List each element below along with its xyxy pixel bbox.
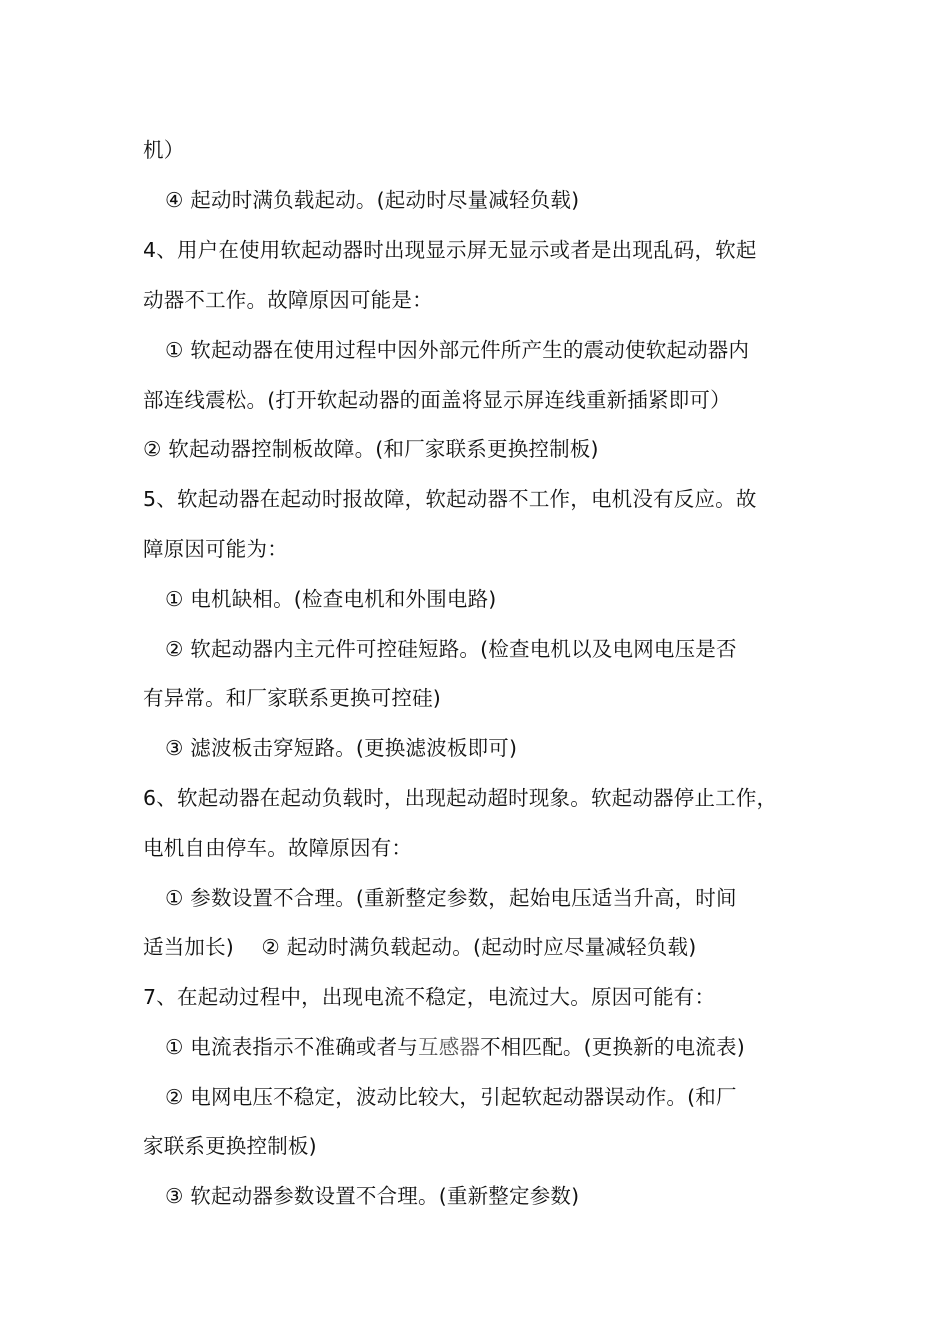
section-heading-7: 7、在起动过程中，出现电流不稳定，电流过大。原因可能有：	[143, 985, 716, 1009]
text-line: ① 电机缺相。(检查电机和外围电路)	[165, 587, 497, 611]
text-line	[165, 1032, 745, 1062]
text-line: ③ 软起动器参数设置不合理。(重新整定参数)	[165, 1184, 580, 1208]
text-line: ① 参数设置不合理。(重新整定参数，起始电压适当升高，时间	[165, 886, 737, 910]
text-line: 部连线震松。(打开软起动器的面盖将显示屏连线重新插紧即可）	[143, 388, 731, 412]
text-line: ③ 滤波板击穿短路。(更换滤波板即可)	[165, 736, 518, 760]
section-heading-5: 5、软起动器在起动时报故障，软起动器不工作，电机没有反应。故	[143, 487, 757, 511]
highlighted-term: 互感器	[418, 1035, 481, 1059]
section-heading-4: 4、用户在使用软起动器时出现显示屏无显示或者是出现乱码，软起	[143, 238, 757, 262]
text-line: 障原因可能为：	[143, 537, 288, 561]
text-line: 有异常。和厂家联系更换可控硅)	[143, 686, 441, 710]
text-line: ② 软起动器控制板故障。(和厂家联系更换控制板)	[143, 437, 599, 461]
text-segment: ① 电流表指示不准确或者与	[165, 1035, 418, 1059]
section-heading-6: 6、软起动器在起动负载时，出现起动超时现象。软起动器停止工作，	[143, 786, 778, 810]
text-line: ② 软起动器内主元件可控硅短路。(检查电机以及电网电压是否	[165, 637, 737, 661]
text-segment: 不相匹配。(更换新的电流表)	[480, 1035, 745, 1059]
text-line: ① 软起动器在使用过程中因外部元件所产生的震动使软起动器内	[165, 338, 750, 362]
text-line: 电机自由停车。故障原因有：	[143, 836, 413, 860]
text-line: 适当加长) ② 起动时满负载起动。(起动时应尽量减轻负载)	[143, 935, 697, 959]
text-line: ④ 起动时满负载起动。(起动时尽量减轻负载)	[165, 188, 580, 212]
text-line: 家联系更换控制板)	[143, 1134, 317, 1158]
text-line: 机）	[143, 138, 185, 162]
text-line: ② 电网电压不稳定，波动比较大，引起软起动器误动作。(和厂	[165, 1085, 737, 1109]
text-line: 动器不工作。故障原因可能是：	[143, 288, 433, 312]
